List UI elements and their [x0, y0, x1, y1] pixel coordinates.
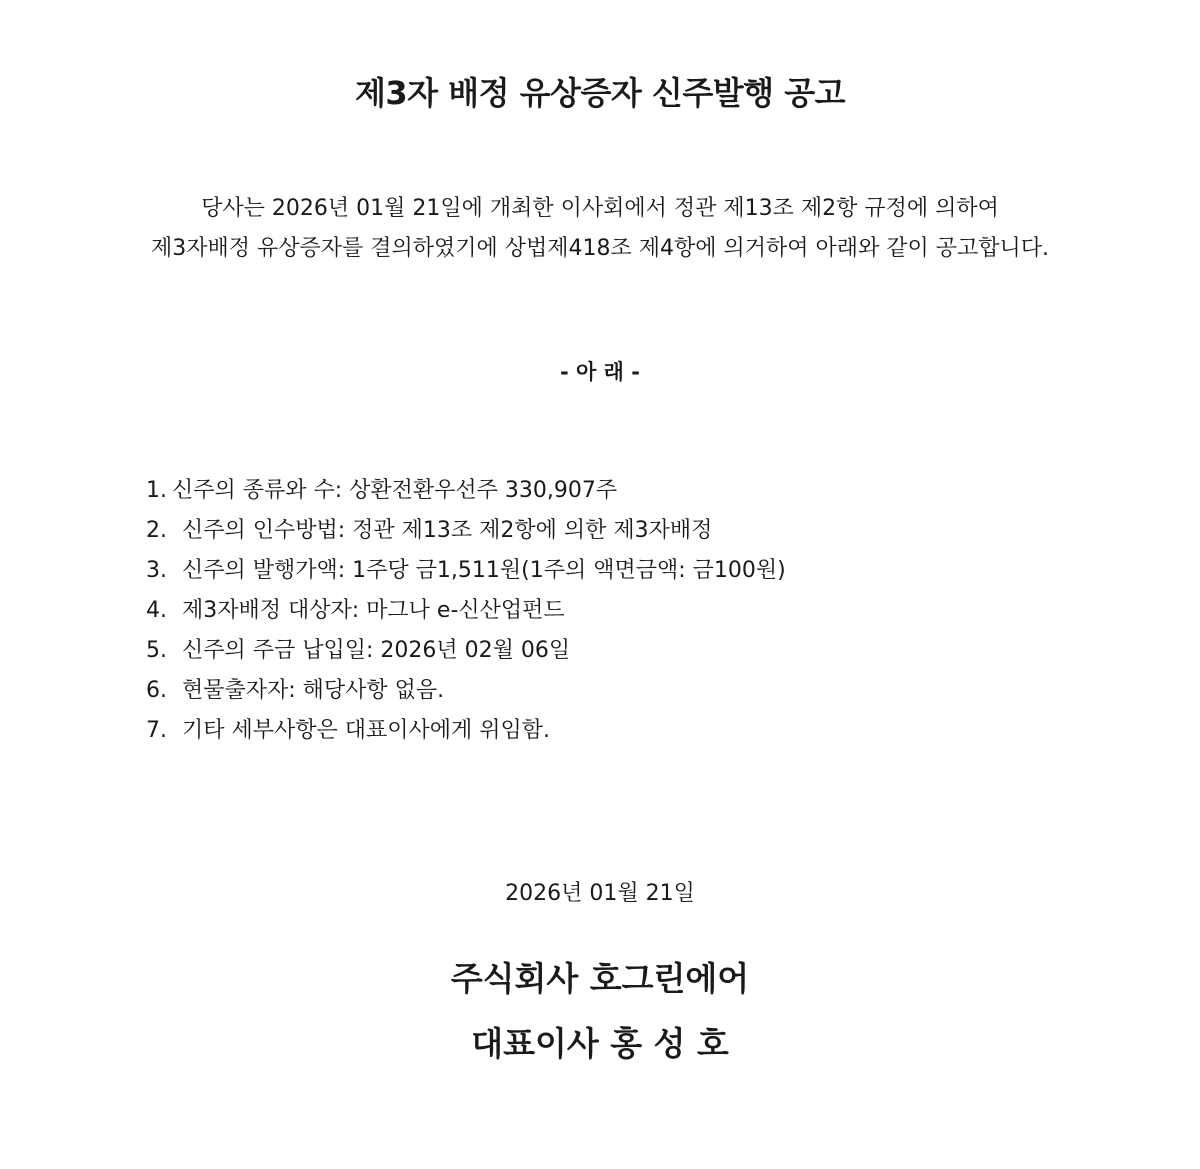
- item-number: 7.: [146, 718, 167, 743]
- notice-title: 제3자 배정 유상증자 신주발행 공고: [354, 74, 846, 112]
- list-item: [146, 711, 786, 751]
- ceo-name: 대표이사 홍 성 호: [471, 1024, 729, 1063]
- item-text: 신주의 주금 납입일: 2026년 02월 06일: [182, 638, 571, 663]
- item-text: 신주의 인수방법: 정관 제13조 제2항에 의한 제3자배정: [182, 518, 713, 543]
- list-item: [146, 591, 786, 631]
- item-number: 4.: [146, 598, 167, 623]
- list-item: [146, 671, 786, 711]
- list-item: [146, 631, 786, 671]
- intro-paragraph: [0, 189, 1200, 269]
- item-text: 기타 세부사항은 대표이사에게 위임함.: [182, 718, 551, 743]
- list-item: [146, 551, 786, 591]
- item-number: 6.: [146, 678, 167, 703]
- item-number: 3.: [146, 558, 167, 583]
- notice-date: 2026년 01월 21일: [505, 881, 695, 906]
- item-text: 현물출자자: 해당사항 없음.: [182, 678, 445, 703]
- item-text: 신주의 종류와 수: 상환전환우선주 330,907주: [172, 478, 618, 503]
- company-name: 주식회사 호그린에어: [450, 959, 750, 998]
- item-number: 1.: [146, 478, 167, 503]
- item-number: 5.: [146, 638, 167, 663]
- item-text: 제3자배정 대상자: 마그나 e-신산업펀드: [182, 598, 565, 623]
- section-heading: - 아 래 -: [560, 360, 640, 384]
- item-list: [146, 471, 786, 751]
- intro-line: 당사는 2026년 01월 21일에 개최한 이사회에서 정관 제13조 제2항 규정에 의하여: [201, 196, 999, 221]
- intro-line: 제3자배정 유상증자를 결의하였기에 상법제418조 제4항에 의거하여 아래와 같이 공고합니다.: [151, 236, 1049, 261]
- item-number: 2.: [146, 518, 167, 543]
- list-item: [146, 511, 786, 551]
- list-item: [146, 471, 786, 511]
- item-text: 신주의 발행가액: 1주당 금1,511원(1주의 액면금액: 금100원): [182, 558, 786, 583]
